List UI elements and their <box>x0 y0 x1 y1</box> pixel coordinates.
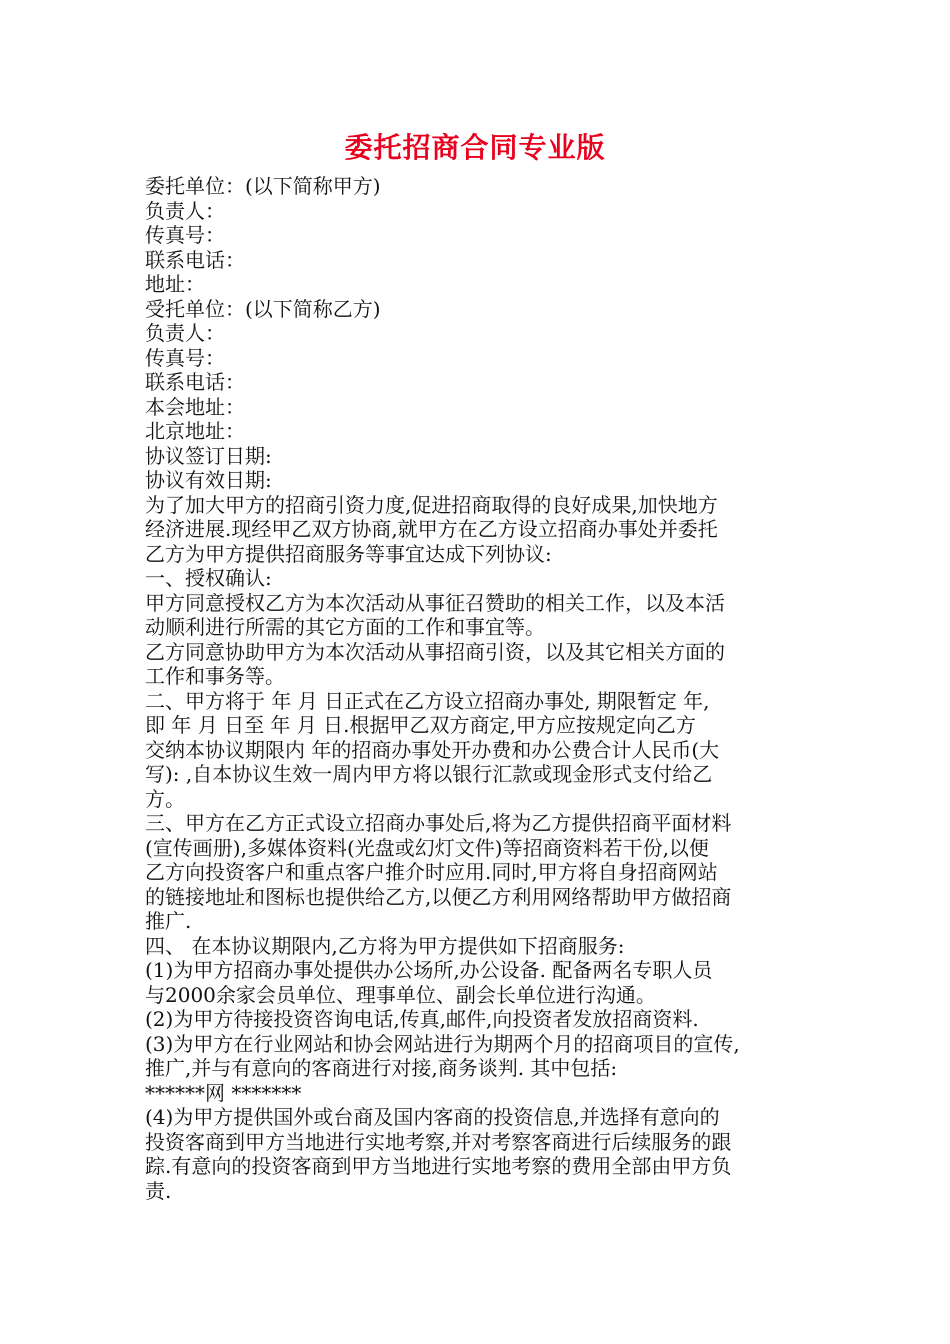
document-line: 投资客商到甲方当地进行实地考察,并对考察客商进行后续服务的跟 <box>145 1129 732 1154</box>
document-line: 踪.有意向的投资客商到甲方当地进行实地考察的费用全部由甲方负 <box>145 1154 732 1178</box>
document-line: 方。 <box>145 786 185 811</box>
document-line: 乙方同意协助甲方为本次活动从事招商引资，以及其它相关方面的 <box>145 639 725 664</box>
document-line: 乙方向投资客户和重点客户推介时应用.同时,甲方将自身招商网站 <box>145 860 718 884</box>
document-line: 动顺利进行所需的其它方面的工作和事宜等。 <box>145 615 545 639</box>
document-line: 责. <box>145 1178 172 1203</box>
document-line: (2)为甲方待接投资咨询电话,传真,邮件,向投资者发放招商资料. <box>145 1007 699 1031</box>
document-title: 委托招商合同专业版 <box>344 131 606 164</box>
document-line: 即 年 月 日至 年 月 日.根据甲乙双方商定,甲方应按规定向乙方 <box>145 713 696 737</box>
document-line: 北京地址： <box>145 419 245 443</box>
document-line: 三、甲方在乙方正式设立招商办事处后,将为乙方提供招商平面材料 <box>145 811 732 835</box>
document-line: (1)为甲方招商办事处提供办公场所,办公设备. 配备两名专职人员 <box>145 958 713 982</box>
document-line: 为了加大甲方的招商引资力度,促进招商取得的良好成果,加快地方 <box>145 492 718 517</box>
document-line: 联系电话： <box>145 247 245 272</box>
document-line: 四、 在本协议期限内,乙方将为甲方提供如下招商服务: <box>145 933 625 958</box>
document-line: (4)为甲方提供国外或台商及国内客商的投资信息,并选择有意向的 <box>145 1105 720 1129</box>
document-line: 工作和事务等。 <box>145 664 285 688</box>
document-line: 本会地址： <box>145 394 245 419</box>
document-line: 地址： <box>145 272 205 296</box>
document-line: 经济进展.现经甲乙双方协商,就甲方在乙方设立招商办事处并委托 <box>145 517 718 541</box>
document-line: 乙方为甲方提供招商服务等事宜达成下列协议: <box>145 541 552 566</box>
document-line: 传真号： <box>145 223 225 247</box>
document-line: 协议签订日期: <box>145 443 272 468</box>
document-body <box>145 174 815 1203</box>
document-line: 负责人： <box>145 321 225 345</box>
document-line: 协议有效日期: <box>145 468 272 492</box>
document-line: 甲方同意授权乙方为本次活动从事征召赞助的相关工作，以及本活 <box>145 590 725 615</box>
document-line: 联系电话： <box>145 370 245 394</box>
document-line: 委托单位：(以下简称甲方) <box>145 174 381 198</box>
document-line: (宣传画册),多媒体资料(光盘或幻灯文件)等招商资料若干份,以便 <box>145 835 709 860</box>
document-line: 交纳本协议期限内 年的招商办事处开办费和办公费合计人民币(大 <box>145 737 720 762</box>
document-line: 负责人： <box>145 198 225 223</box>
document-line: 与2000余家会员单位、理事单位、副会长单位进行沟通。 <box>145 982 656 1007</box>
document-line: 的链接地址和图标也提供给乙方,以便乙方利用网络帮助甲方做招商 <box>145 884 732 909</box>
document-line: 受托单位：(以下简称乙方) <box>145 296 381 321</box>
document-line: ******网 ******* <box>145 1080 302 1105</box>
document-line: 推广,并与有意向的客商进行对接,商务谈判. 其中包括: <box>145 1056 618 1080</box>
document-line: 一、授权确认: <box>145 566 272 590</box>
document-line: 传真号： <box>145 345 225 370</box>
document-line: 写): ,自本协议生效一周内甲方将以银行汇款或现金形式支付给乙 <box>145 762 713 786</box>
document-line: 二、甲方将于 年 月 日正式在乙方设立招商办事处, 期限暂定 年, <box>145 688 710 713</box>
document-line: 推广. <box>145 909 192 933</box>
document-line: (3)为甲方在行业网站和协会网站进行为期两个月的招商项目的宣传, <box>145 1031 740 1056</box>
